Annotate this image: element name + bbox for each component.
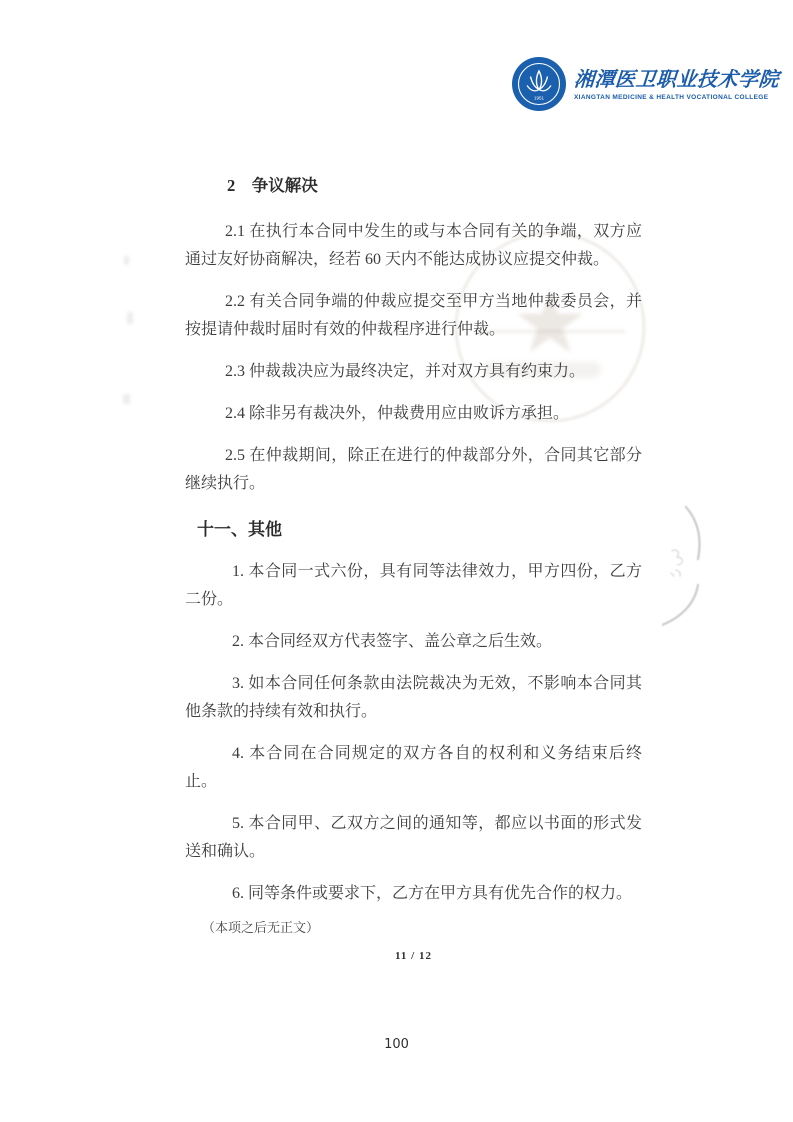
scan-smudge (123, 394, 130, 404)
section-heading-dispute-resolution: 2 争议解决 (227, 176, 318, 195)
no-text-after-note: （本项之后无正文） (202, 920, 320, 935)
contract-body (185, 172, 642, 970)
clause-2-4: 2.4 除非另有裁决外，仲裁费用应由败诉方承担。 (225, 405, 570, 422)
college-header (511, 56, 779, 112)
college-name-zh: 湘潭医卫职业技术学院 (573, 68, 780, 91)
scan-smudge (127, 312, 133, 324)
clause-2-2: 2.2 有关合同争端的仲裁应提交至甲方当地仲裁委员会，并按提请仲裁时届时有效的仲裁程序进行仲裁。 (185, 293, 642, 338)
page-curl-artifact-icon (662, 505, 722, 635)
scan-smudge (124, 256, 129, 265)
college-emblem-icon (511, 56, 567, 112)
other-item-3: 3. 如本合同任何条款由法院裁决为无效，不影响本合同其他条款的持续有效和执行。 (185, 675, 642, 720)
seal-star-icon: ★ (511, 275, 589, 371)
document-page-indicator: 11 / 12 (395, 950, 432, 962)
pdf-page-number: 100 (384, 1037, 409, 1052)
section-heading-others: 十一、其他 (197, 520, 282, 539)
clause-2-3: 2.3 仲裁裁决应为最终决定，并对双方具有约束力。 (225, 363, 586, 380)
clause-2-1: 2.1 在执行本合同中发生的或与本合同有关的争端，双方应通过友好协商解决，经若 60 天内不能达成协议应提交仲裁。 (185, 223, 642, 268)
college-name-en: XIANGTAN MEDICINE & HEALTH VOCATIONAL COLLEGE (574, 93, 769, 101)
other-item-5: 5. 本合同甲、乙双方之间的通知等，都应以书面的形式发送和确认。 (185, 815, 642, 860)
other-item-2: 2. 本合同经双方代表签字、盖公章之后生效。 (232, 633, 553, 650)
other-item-1: 1. 本合同一式六份，具有同等法律效力，甲方四份，乙方二份。 (185, 563, 642, 608)
clause-2-5: 2.5 在仲裁期间，除正在进行的仲裁部分外，合同其它部分继续执行。 (185, 447, 642, 492)
other-item-6: 6. 同等条件或要求下，乙方在甲方具有优先合作的权力。 (232, 885, 633, 902)
emblem-year-label: 1951 (533, 95, 545, 101)
other-item-4: 4. 本合同在合同规定的双方各自的权利和义务结束后终止。 (185, 745, 642, 790)
college-name-block (574, 68, 779, 101)
